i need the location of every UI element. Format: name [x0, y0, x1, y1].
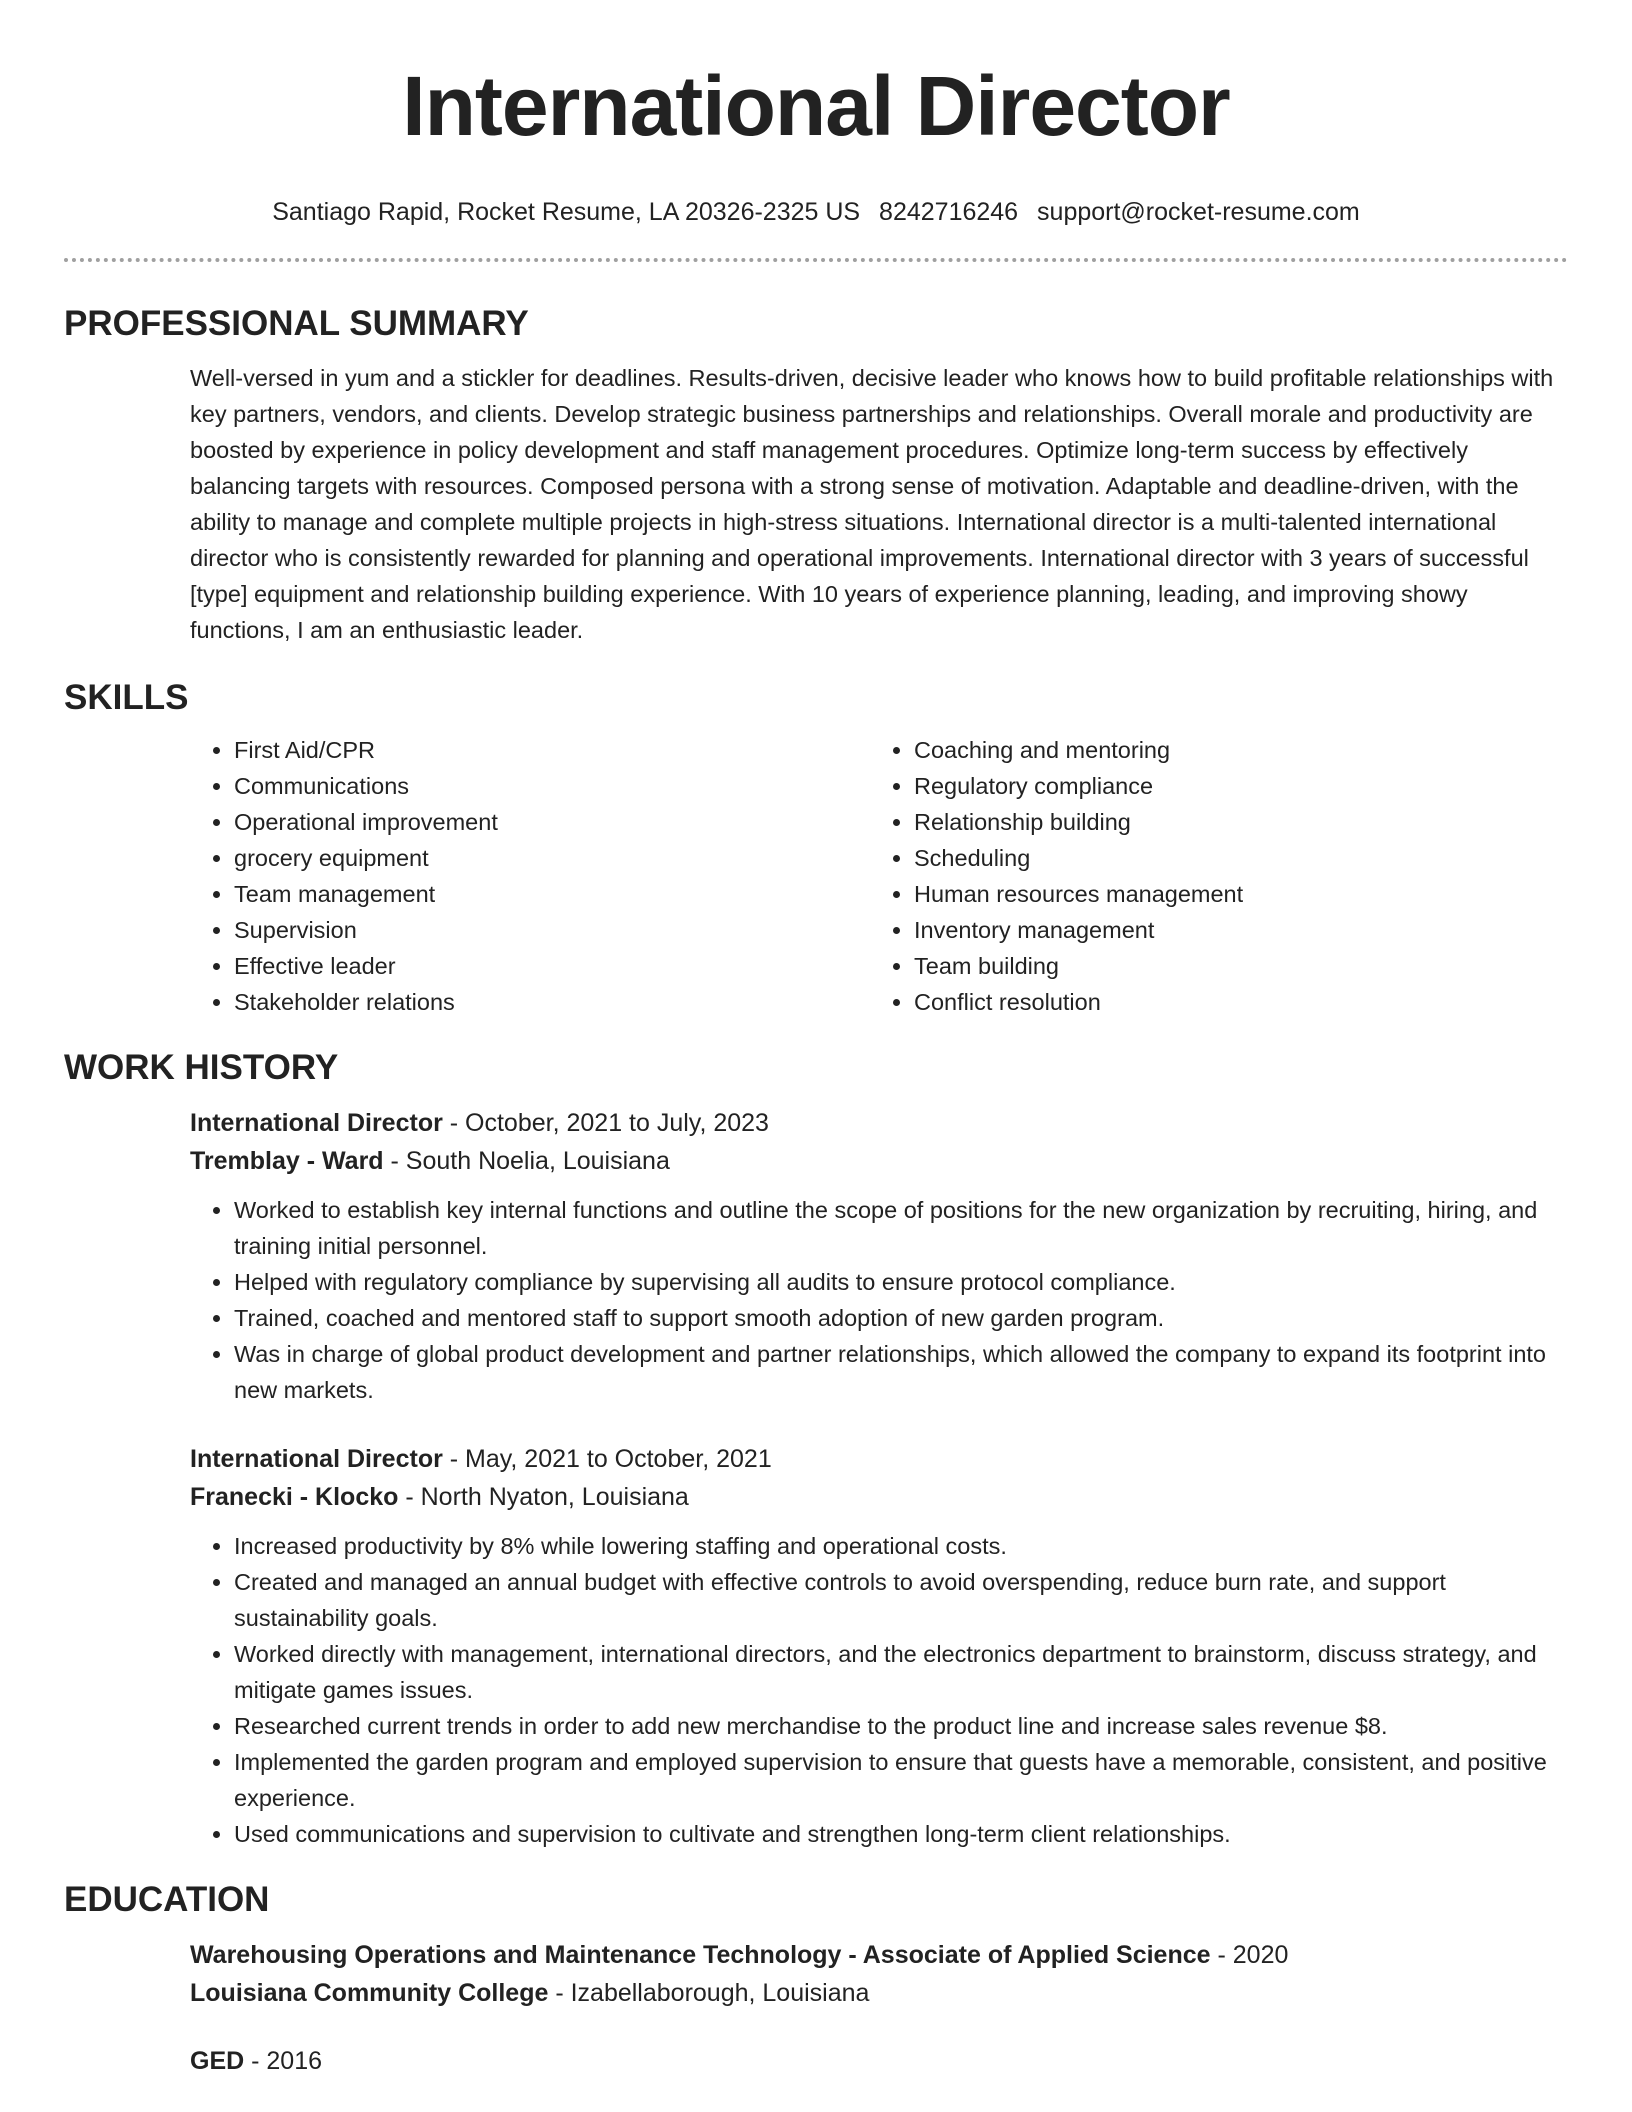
contact-email: support@rocket-resume.com: [1037, 198, 1360, 226]
education-school: Louisiana Community College: [190, 1979, 549, 2007]
job-bullet: • Researched current trends in order to add new merchandise to the product line and increase sales revenue $8.: [234, 1708, 1568, 1744]
skill-item: • Relationship building: [914, 804, 1550, 840]
job-bullets: [190, 1192, 1568, 1408]
job-entry: [190, 1104, 1568, 1408]
skill-item: • First Aid/CPR: [234, 732, 870, 768]
job-bullet: • Increased productivity by 8% while lowering staffing and operational costs.: [234, 1528, 1568, 1564]
resume-name: International Director: [402, 59, 1230, 153]
job-company-line: [190, 1142, 1568, 1180]
job-role: International Director: [190, 1445, 443, 1473]
education-entry: [190, 1936, 1568, 2012]
education-year: - 2020: [1210, 1941, 1289, 1969]
job-bullet: • Implemented the garden program and employed supervision to ensure that guests have a memorable, consistent, and positive experience.: [234, 1744, 1568, 1816]
header-divider: [64, 258, 1568, 262]
skill-item: • Operational improvement: [234, 804, 870, 840]
job-location: - North Nyaton, Louisiana: [398, 1483, 689, 1511]
job-bullet: • Worked to establish key internal functions and outline the scope of positions for the new organization by recruiting, hiring, and training initial personnel.: [234, 1192, 1568, 1264]
job-bullet: • Trained, coached and mentored staff to support smooth adoption of new garden program.: [234, 1300, 1568, 1336]
skill-item: • Coaching and mentoring: [914, 732, 1550, 768]
skill-item: • Effective leader: [234, 948, 870, 984]
skills-grid: [190, 732, 1568, 1020]
job-dates: - October, 2021 to July, 2023: [442, 1109, 769, 1137]
skill-item: • Team building: [914, 948, 1550, 984]
summary-section: [190, 360, 1568, 648]
education-entry: [190, 2042, 1568, 2080]
contact-address: Santiago Rapid, Rocket Resume, LA 20326-2325 US: [272, 198, 861, 226]
job-entry: [190, 1440, 1568, 1852]
skills-column-right: [870, 732, 1550, 1020]
work-heading: WORK HISTORY: [64, 1048, 339, 1087]
job-dates: - May, 2021 to October, 2021: [442, 1445, 772, 1473]
job-title-line: [190, 1440, 1568, 1478]
summary-heading: PROFESSIONAL SUMMARY: [64, 304, 529, 343]
summary-text: Well-versed in yum and a stickler for deadlines. Results-driven, decisive leader who knows how to build profitable relationships with key partners, vendors, and clients. Develop strategic business partnerships and relationships. Overall morale and productivity are boosted by experience in policy development and staff management procedures. Optimize long-term success by effectively balancing targets with resources. Composed persona with a strong sense of motivation. Adaptable and deadline-driven, with the ability to manage and complete multiple projects in high-stress situations. International director is a multi-talented international director who is consistently rewarded for planning and operational improvements. International director with 3 years of successful [type] equipment and relationship building experience. With 10 years of experience planning, leading, and improving showy functions, I am an enthusiastic leader.: [190, 365, 1554, 643]
skill-item: • Supervision: [234, 912, 870, 948]
education-heading: EDUCATION: [64, 1880, 270, 1919]
skill-item: • Human resources management: [914, 876, 1550, 912]
education-degree: Warehousing Operations and Maintenance Technology - Associate of Applied Science: [190, 1941, 1211, 1969]
education-location: - Izabellaborough, Louisiana: [548, 1979, 870, 2007]
education-degree: GED: [190, 2047, 245, 2075]
education-degree-line: [190, 2042, 1568, 2080]
job-company-line: [190, 1478, 1568, 1516]
job-bullet: • Was in charge of global product development and partner relationships, which allowed the company to expand its footprint into new markets.: [234, 1336, 1568, 1408]
job-role: International Director: [190, 1109, 443, 1137]
skill-item: • Stakeholder relations: [234, 984, 870, 1020]
skills-heading: SKILLS: [64, 678, 189, 717]
contact-phone: 8242716246: [879, 198, 1019, 226]
job-bullet: • Helped with regulatory compliance by supervising all audits to ensure protocol compliance.: [234, 1264, 1568, 1300]
skill-item: • Team management: [234, 876, 870, 912]
skills-column-left: [190, 732, 870, 1020]
contact-line: [64, 196, 1568, 228]
job-bullet: • Created and managed an annual budget with effective controls to avoid overspending, reduce burn rate, and support sustainability goals.: [234, 1564, 1568, 1636]
education-degree-line: [190, 1936, 1568, 1974]
education-school-line: [190, 1974, 1568, 2012]
job-title-line: [190, 1104, 1568, 1142]
skill-item: • Communications: [234, 768, 870, 804]
skill-item: • grocery equipment: [234, 840, 870, 876]
job-location: - South Noelia, Louisiana: [383, 1147, 670, 1175]
skill-item: • Inventory management: [914, 912, 1550, 948]
skill-item: • Scheduling: [914, 840, 1550, 876]
job-company: Tremblay - Ward: [190, 1147, 384, 1175]
education-year: - 2016: [244, 2047, 323, 2075]
job-bullet: • Used communications and supervision to cultivate and strengthen long-term client relationships.: [234, 1816, 1568, 1852]
job-company: Franecki - Klocko: [190, 1483, 399, 1511]
skill-item: • Conflict resolution: [914, 984, 1550, 1020]
job-bullets: [190, 1528, 1568, 1852]
skill-item: • Regulatory compliance: [914, 768, 1550, 804]
job-bullet: • Worked directly with management, international directors, and the electronics department to brainstorm, discuss strategy, and mitigate games issues.: [234, 1636, 1568, 1708]
